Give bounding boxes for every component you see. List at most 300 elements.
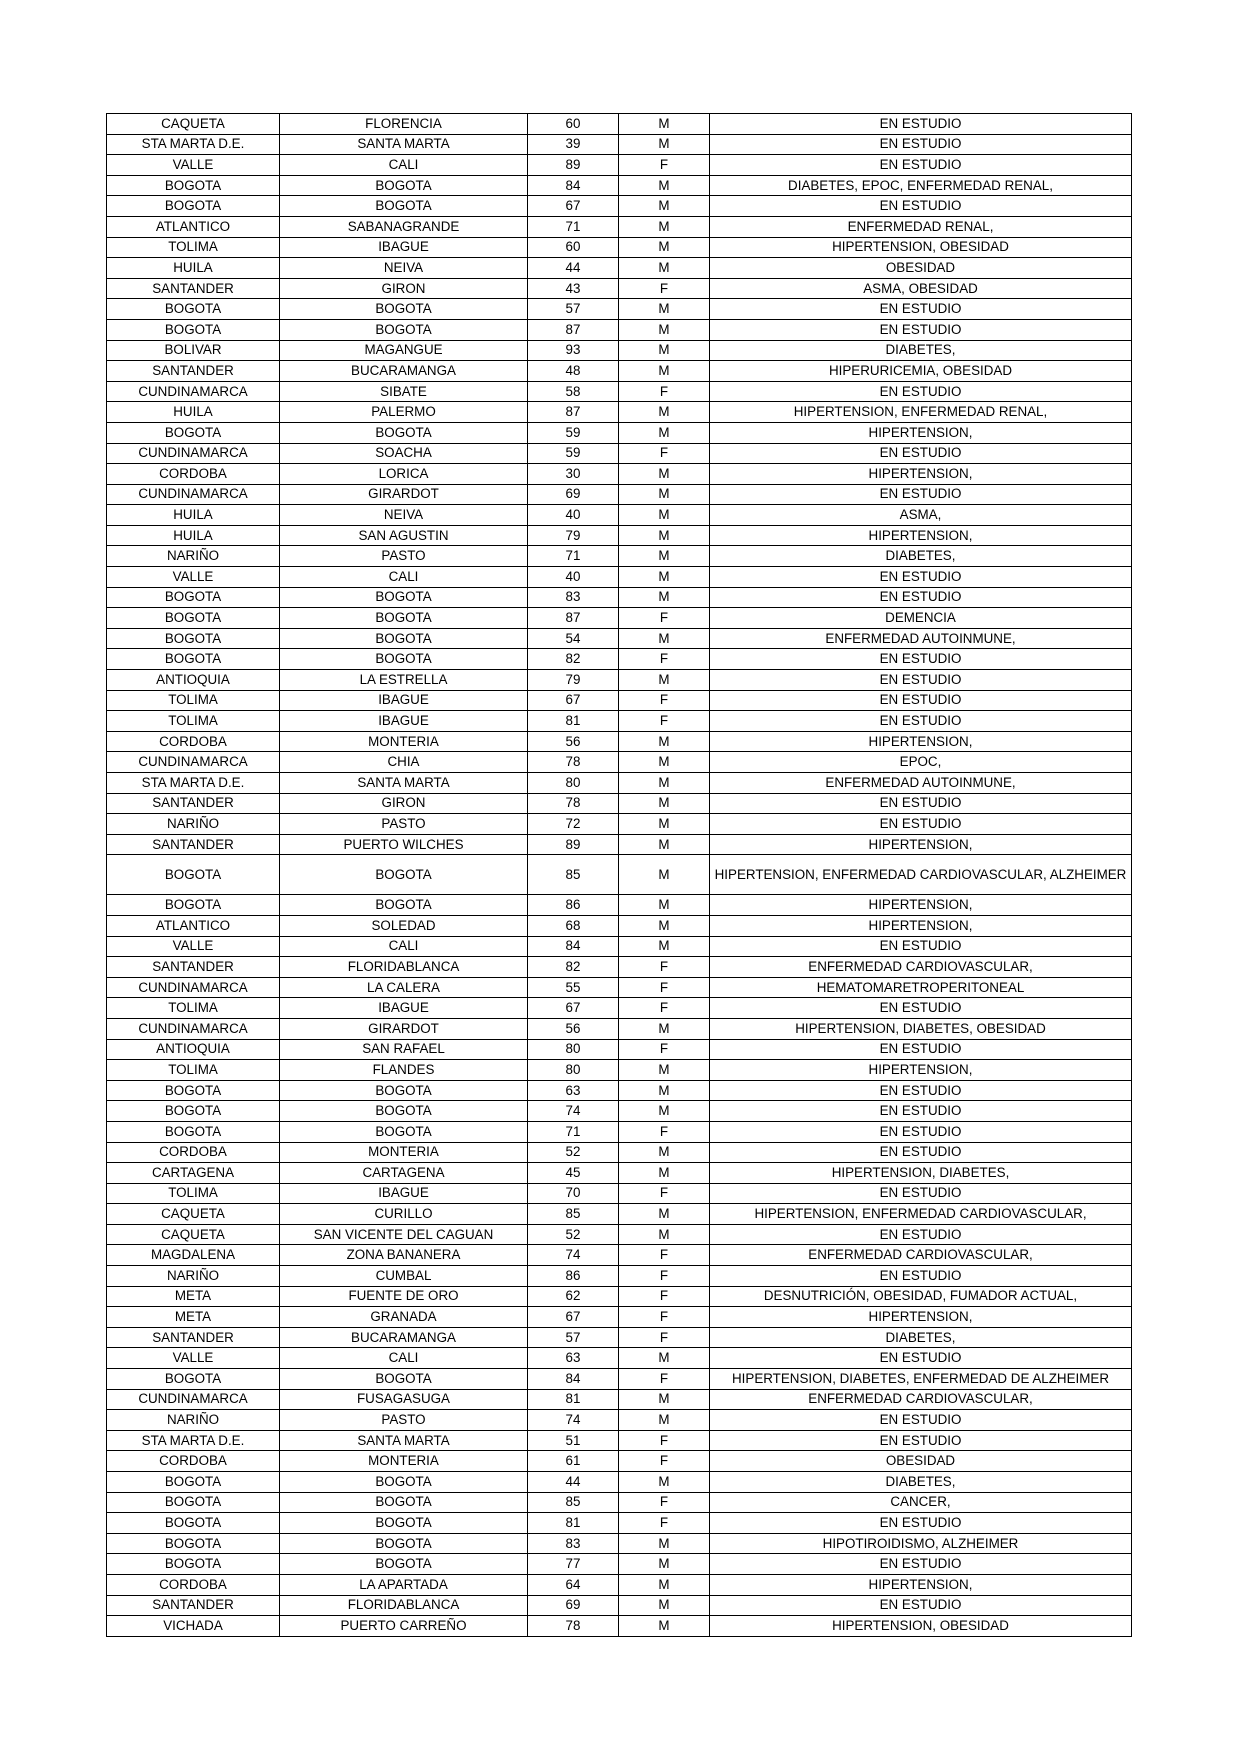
department-cell: CUNDINAMARCA bbox=[107, 1389, 280, 1410]
department-cell: CORDOBA bbox=[107, 731, 280, 752]
municipality-cell: IBAGUE bbox=[280, 998, 528, 1019]
sex-cell: F bbox=[619, 711, 710, 732]
sex-cell: M bbox=[619, 114, 710, 135]
table-row bbox=[107, 834, 1132, 855]
department-cell: MAGDALENA bbox=[107, 1245, 280, 1266]
department-cell: CUNDINAMARCA bbox=[107, 1018, 280, 1039]
age-cell: 48 bbox=[528, 361, 619, 382]
department-cell: CORDOBA bbox=[107, 1142, 280, 1163]
department-cell: CORDOBA bbox=[107, 1574, 280, 1595]
sex-cell: F bbox=[619, 1039, 710, 1060]
sex-cell: M bbox=[619, 895, 710, 916]
table-row bbox=[107, 1554, 1132, 1575]
sex-cell: M bbox=[619, 134, 710, 155]
municipality-cell: SOLEDAD bbox=[280, 915, 528, 936]
comorbidities-cell: EN ESTUDIO bbox=[710, 649, 1132, 670]
age-cell: 59 bbox=[528, 422, 619, 443]
comorbidities-cell: EN ESTUDIO bbox=[710, 1513, 1132, 1534]
sex-cell: M bbox=[619, 505, 710, 526]
municipality-cell: BOGOTA bbox=[280, 175, 528, 196]
table-row bbox=[107, 711, 1132, 732]
municipality-cell: FUENTE DE ORO bbox=[280, 1286, 528, 1307]
table-row bbox=[107, 1574, 1132, 1595]
table-row bbox=[107, 936, 1132, 957]
comorbidities-cell: EN ESTUDIO bbox=[710, 690, 1132, 711]
department-cell: TOLIMA bbox=[107, 690, 280, 711]
table-row bbox=[107, 1616, 1132, 1637]
department-cell: BOGOTA bbox=[107, 1121, 280, 1142]
age-cell: 80 bbox=[528, 1060, 619, 1081]
department-cell: CORDOBA bbox=[107, 464, 280, 485]
sex-cell: M bbox=[619, 319, 710, 340]
department-cell: BOGOTA bbox=[107, 196, 280, 217]
table-row bbox=[107, 1327, 1132, 1348]
sex-cell: M bbox=[619, 855, 710, 895]
table-row bbox=[107, 1307, 1132, 1328]
age-cell: 74 bbox=[528, 1101, 619, 1122]
municipality-cell: SAN VICENTE DEL CAGUAN bbox=[280, 1224, 528, 1245]
comorbidities-cell: DIABETES, bbox=[710, 546, 1132, 567]
age-cell: 78 bbox=[528, 1616, 619, 1637]
comorbidities-cell: EN ESTUDIO bbox=[710, 1348, 1132, 1369]
sex-cell: F bbox=[619, 155, 710, 176]
table-row bbox=[107, 977, 1132, 998]
age-cell: 70 bbox=[528, 1183, 619, 1204]
table-row bbox=[107, 1389, 1132, 1410]
age-cell: 64 bbox=[528, 1574, 619, 1595]
municipality-cell: BOGOTA bbox=[280, 1121, 528, 1142]
comorbidities-cell: EN ESTUDIO bbox=[710, 998, 1132, 1019]
municipality-cell: GIRON bbox=[280, 278, 528, 299]
comorbidities-cell: DEMENCIA bbox=[710, 608, 1132, 629]
department-cell: BOGOTA bbox=[107, 855, 280, 895]
table-row bbox=[107, 1533, 1132, 1554]
municipality-cell: CALI bbox=[280, 1348, 528, 1369]
municipality-cell: SOACHA bbox=[280, 443, 528, 464]
municipality-cell: BOGOTA bbox=[280, 1492, 528, 1513]
age-cell: 93 bbox=[528, 340, 619, 361]
sex-cell: M bbox=[619, 340, 710, 361]
sex-cell: M bbox=[619, 814, 710, 835]
department-cell: TOLIMA bbox=[107, 711, 280, 732]
sex-cell: M bbox=[619, 1204, 710, 1225]
age-cell: 86 bbox=[528, 895, 619, 916]
table-row bbox=[107, 258, 1132, 279]
sex-cell: M bbox=[619, 1142, 710, 1163]
sex-cell: M bbox=[619, 793, 710, 814]
sex-cell: M bbox=[619, 731, 710, 752]
age-cell: 69 bbox=[528, 1595, 619, 1616]
department-cell: SANTANDER bbox=[107, 361, 280, 382]
municipality-cell: BOGOTA bbox=[280, 1554, 528, 1575]
comorbidities-cell: EN ESTUDIO bbox=[710, 1142, 1132, 1163]
comorbidities-cell: DESNUTRICIÓN, OBESIDAD, FUMADOR ACTUAL, bbox=[710, 1286, 1132, 1307]
comorbidities-cell: DIABETES, EPOC, ENFERMEDAD RENAL, bbox=[710, 175, 1132, 196]
comorbidities-cell: ENFERMEDAD CARDIOVASCULAR, bbox=[710, 957, 1132, 978]
department-cell: CAQUETA bbox=[107, 114, 280, 135]
comorbidities-cell: EN ESTUDIO bbox=[710, 1080, 1132, 1101]
department-cell: BOGOTA bbox=[107, 1513, 280, 1534]
comorbidities-cell: EN ESTUDIO bbox=[710, 1121, 1132, 1142]
municipality-cell: IBAGUE bbox=[280, 237, 528, 258]
age-cell: 67 bbox=[528, 690, 619, 711]
sex-cell: F bbox=[619, 649, 710, 670]
municipality-cell: CARTAGENA bbox=[280, 1163, 528, 1184]
comorbidities-cell: EN ESTUDIO bbox=[710, 1039, 1132, 1060]
department-cell: BOGOTA bbox=[107, 175, 280, 196]
municipality-cell: NEIVA bbox=[280, 258, 528, 279]
table-row bbox=[107, 505, 1132, 526]
sex-cell: M bbox=[619, 1472, 710, 1493]
comorbidities-cell: HIPERTENSION, bbox=[710, 1574, 1132, 1595]
municipality-cell: FUSAGASUGA bbox=[280, 1389, 528, 1410]
comorbidities-cell: ENFERMEDAD AUTOINMUNE, bbox=[710, 628, 1132, 649]
department-cell: BOGOTA bbox=[107, 1492, 280, 1513]
department-cell: BOGOTA bbox=[107, 587, 280, 608]
table-row bbox=[107, 1348, 1132, 1369]
municipality-cell: BOGOTA bbox=[280, 855, 528, 895]
sex-cell: M bbox=[619, 1224, 710, 1245]
table-row bbox=[107, 793, 1132, 814]
comorbidities-cell: EN ESTUDIO bbox=[710, 299, 1132, 320]
age-cell: 79 bbox=[528, 670, 619, 691]
age-cell: 60 bbox=[528, 114, 619, 135]
comorbidities-cell: ENFERMEDAD CARDIOVASCULAR, bbox=[710, 1245, 1132, 1266]
municipality-cell: BOGOTA bbox=[280, 299, 528, 320]
comorbidities-cell: EN ESTUDIO bbox=[710, 711, 1132, 732]
department-cell: NARIÑO bbox=[107, 814, 280, 835]
municipality-cell: PASTO bbox=[280, 1410, 528, 1431]
municipality-cell: LA APARTADA bbox=[280, 1574, 528, 1595]
sex-cell: M bbox=[619, 1101, 710, 1122]
table-row bbox=[107, 608, 1132, 629]
sex-cell: M bbox=[619, 567, 710, 588]
table-row bbox=[107, 1204, 1132, 1225]
municipality-cell: MONTERIA bbox=[280, 1451, 528, 1472]
table-row bbox=[107, 1369, 1132, 1390]
table-row bbox=[107, 237, 1132, 258]
sex-cell: M bbox=[619, 670, 710, 691]
age-cell: 30 bbox=[528, 464, 619, 485]
municipality-cell: PASTO bbox=[280, 546, 528, 567]
municipality-cell: GIRARDOT bbox=[280, 484, 528, 505]
department-cell: BOGOTA bbox=[107, 299, 280, 320]
age-cell: 69 bbox=[528, 484, 619, 505]
municipality-cell: GIRON bbox=[280, 793, 528, 814]
table-row bbox=[107, 175, 1132, 196]
age-cell: 59 bbox=[528, 443, 619, 464]
table-row bbox=[107, 1492, 1132, 1513]
age-cell: 78 bbox=[528, 793, 619, 814]
sex-cell: M bbox=[619, 1018, 710, 1039]
municipality-cell: MAGANGUE bbox=[280, 340, 528, 361]
age-cell: 63 bbox=[528, 1080, 619, 1101]
age-cell: 71 bbox=[528, 546, 619, 567]
municipality-cell: FLORIDABLANCA bbox=[280, 1595, 528, 1616]
municipality-cell: CALI bbox=[280, 155, 528, 176]
comorbidities-cell: EN ESTUDIO bbox=[710, 196, 1132, 217]
municipality-cell: LORICA bbox=[280, 464, 528, 485]
age-cell: 67 bbox=[528, 998, 619, 1019]
table-row bbox=[107, 422, 1132, 443]
comorbidities-cell: EN ESTUDIO bbox=[710, 1101, 1132, 1122]
municipality-cell: BOGOTA bbox=[280, 1472, 528, 1493]
municipality-cell: SAN RAFAEL bbox=[280, 1039, 528, 1060]
municipality-cell: BOGOTA bbox=[280, 422, 528, 443]
sex-cell: F bbox=[619, 1286, 710, 1307]
sex-cell: F bbox=[619, 1121, 710, 1142]
comorbidities-cell: HIPERTENSION, bbox=[710, 834, 1132, 855]
sex-cell: M bbox=[619, 1574, 710, 1595]
sex-cell: M bbox=[619, 1348, 710, 1369]
age-cell: 61 bbox=[528, 1451, 619, 1472]
comorbidities-cell: HIPERTENSION, DIABETES, bbox=[710, 1163, 1132, 1184]
table-row bbox=[107, 196, 1132, 217]
table-row bbox=[107, 361, 1132, 382]
age-cell: 57 bbox=[528, 299, 619, 320]
table-row bbox=[107, 546, 1132, 567]
comorbidities-cell: HIPERTENSION, ENFERMEDAD CARDIOVASCULAR, bbox=[710, 1204, 1132, 1225]
municipality-cell: FLORIDABLANCA bbox=[280, 957, 528, 978]
comorbidities-cell: EN ESTUDIO bbox=[710, 936, 1132, 957]
table-row bbox=[107, 998, 1132, 1019]
department-cell: META bbox=[107, 1307, 280, 1328]
comorbidities-cell: OBESIDAD bbox=[710, 258, 1132, 279]
municipality-cell: BOGOTA bbox=[280, 196, 528, 217]
department-cell: BOLIVAR bbox=[107, 340, 280, 361]
age-cell: 81 bbox=[528, 1513, 619, 1534]
table-row bbox=[107, 587, 1132, 608]
municipality-cell: MONTERIA bbox=[280, 1142, 528, 1163]
municipality-cell: CURILLO bbox=[280, 1204, 528, 1225]
sex-cell: M bbox=[619, 752, 710, 773]
table-row bbox=[107, 1163, 1132, 1184]
municipality-cell: BOGOTA bbox=[280, 628, 528, 649]
table-row bbox=[107, 814, 1132, 835]
department-cell: BOGOTA bbox=[107, 895, 280, 916]
age-cell: 81 bbox=[528, 1389, 619, 1410]
department-cell: VICHADA bbox=[107, 1616, 280, 1637]
sex-cell: M bbox=[619, 196, 710, 217]
municipality-cell: IBAGUE bbox=[280, 711, 528, 732]
cases-table bbox=[106, 113, 1132, 1637]
age-cell: 78 bbox=[528, 752, 619, 773]
comorbidities-cell: DIABETES, bbox=[710, 1472, 1132, 1493]
age-cell: 89 bbox=[528, 834, 619, 855]
age-cell: 40 bbox=[528, 505, 619, 526]
comorbidities-cell: EN ESTUDIO bbox=[710, 1595, 1132, 1616]
department-cell: CUNDINAMARCA bbox=[107, 977, 280, 998]
comorbidities-cell: EN ESTUDIO bbox=[710, 319, 1132, 340]
municipality-cell: GIRARDOT bbox=[280, 1018, 528, 1039]
municipality-cell: IBAGUE bbox=[280, 690, 528, 711]
municipality-cell: SANTA MARTA bbox=[280, 134, 528, 155]
sex-cell: M bbox=[619, 1410, 710, 1431]
age-cell: 80 bbox=[528, 1039, 619, 1060]
age-cell: 85 bbox=[528, 1204, 619, 1225]
comorbidities-cell: EN ESTUDIO bbox=[710, 567, 1132, 588]
sex-cell: F bbox=[619, 1183, 710, 1204]
municipality-cell: NEIVA bbox=[280, 505, 528, 526]
comorbidities-cell: EN ESTUDIO bbox=[710, 1430, 1132, 1451]
comorbidities-cell: EN ESTUDIO bbox=[710, 114, 1132, 135]
age-cell: 82 bbox=[528, 649, 619, 670]
sex-cell: M bbox=[619, 1554, 710, 1575]
sex-cell: F bbox=[619, 381, 710, 402]
sex-cell: F bbox=[619, 443, 710, 464]
comorbidities-cell: HIPERTENSION, bbox=[710, 731, 1132, 752]
department-cell: CUNDINAMARCA bbox=[107, 484, 280, 505]
sex-cell: M bbox=[619, 773, 710, 794]
sex-cell: M bbox=[619, 361, 710, 382]
sex-cell: M bbox=[619, 464, 710, 485]
department-cell: HUILA bbox=[107, 258, 280, 279]
age-cell: 84 bbox=[528, 936, 619, 957]
municipality-cell: BOGOTA bbox=[280, 1101, 528, 1122]
table-row bbox=[107, 649, 1132, 670]
municipality-cell: CALI bbox=[280, 936, 528, 957]
department-cell: SANTANDER bbox=[107, 957, 280, 978]
sex-cell: M bbox=[619, 258, 710, 279]
sex-cell: M bbox=[619, 1080, 710, 1101]
sex-cell: M bbox=[619, 525, 710, 546]
age-cell: 52 bbox=[528, 1224, 619, 1245]
department-cell: CUNDINAMARCA bbox=[107, 443, 280, 464]
municipality-cell: PUERTO CARREÑO bbox=[280, 1616, 528, 1637]
department-cell: VALLE bbox=[107, 567, 280, 588]
comorbidities-cell: ASMA, bbox=[710, 505, 1132, 526]
table-row bbox=[107, 484, 1132, 505]
age-cell: 83 bbox=[528, 1533, 619, 1554]
comorbidities-cell: HIPERTENSION, bbox=[710, 464, 1132, 485]
sex-cell: M bbox=[619, 1616, 710, 1637]
comorbidities-cell: EN ESTUDIO bbox=[710, 484, 1132, 505]
age-cell: 67 bbox=[528, 196, 619, 217]
age-cell: 86 bbox=[528, 1266, 619, 1287]
sex-cell: F bbox=[619, 1327, 710, 1348]
sex-cell: M bbox=[619, 1533, 710, 1554]
age-cell: 87 bbox=[528, 319, 619, 340]
comorbidities-cell: EN ESTUDIO bbox=[710, 814, 1132, 835]
age-cell: 39 bbox=[528, 134, 619, 155]
municipality-cell: BOGOTA bbox=[280, 1513, 528, 1534]
table-row bbox=[107, 1224, 1132, 1245]
sex-cell: F bbox=[619, 278, 710, 299]
table-row bbox=[107, 319, 1132, 340]
sex-cell: M bbox=[619, 484, 710, 505]
age-cell: 77 bbox=[528, 1554, 619, 1575]
comorbidities-cell: OBESIDAD bbox=[710, 1451, 1132, 1472]
age-cell: 52 bbox=[528, 1142, 619, 1163]
age-cell: 45 bbox=[528, 1163, 619, 1184]
department-cell: STA MARTA D.E. bbox=[107, 1430, 280, 1451]
department-cell: TOLIMA bbox=[107, 998, 280, 1019]
sex-cell: F bbox=[619, 690, 710, 711]
sex-cell: F bbox=[619, 1430, 710, 1451]
municipality-cell: FLORENCIA bbox=[280, 114, 528, 135]
comorbidities-cell: HIPERTENSION, DIABETES, ENFERMEDAD DE ALZHEIMER bbox=[710, 1369, 1132, 1390]
table-row bbox=[107, 443, 1132, 464]
municipality-cell: FLANDES bbox=[280, 1060, 528, 1081]
age-cell: 57 bbox=[528, 1327, 619, 1348]
table-row bbox=[107, 855, 1132, 895]
table-row bbox=[107, 773, 1132, 794]
table-row bbox=[107, 155, 1132, 176]
age-cell: 82 bbox=[528, 957, 619, 978]
comorbidities-cell: EN ESTUDIO bbox=[710, 587, 1132, 608]
comorbidities-cell: ENFERMEDAD CARDIOVASCULAR, bbox=[710, 1389, 1132, 1410]
comorbidities-cell: EN ESTUDIO bbox=[710, 381, 1132, 402]
comorbidities-cell: EN ESTUDIO bbox=[710, 443, 1132, 464]
table-row bbox=[107, 670, 1132, 691]
comorbidities-cell: EN ESTUDIO bbox=[710, 1183, 1132, 1204]
table-row bbox=[107, 1080, 1132, 1101]
department-cell: CARTAGENA bbox=[107, 1163, 280, 1184]
municipality-cell: SANTA MARTA bbox=[280, 773, 528, 794]
table-row bbox=[107, 1121, 1132, 1142]
comorbidities-cell: HIPERTENSION, OBESIDAD bbox=[710, 237, 1132, 258]
municipality-cell: BOGOTA bbox=[280, 1533, 528, 1554]
table-row bbox=[107, 1018, 1132, 1039]
department-cell: ANTIOQUIA bbox=[107, 670, 280, 691]
age-cell: 60 bbox=[528, 237, 619, 258]
municipality-cell: BUCARAMANGA bbox=[280, 361, 528, 382]
age-cell: 62 bbox=[528, 1286, 619, 1307]
comorbidities-cell: EN ESTUDIO bbox=[710, 793, 1132, 814]
table-row bbox=[107, 1430, 1132, 1451]
municipality-cell: CALI bbox=[280, 567, 528, 588]
table-row bbox=[107, 1060, 1132, 1081]
table-row bbox=[107, 628, 1132, 649]
table-row bbox=[107, 1039, 1132, 1060]
comorbidities-cell: HIPERTENSION, ENFERMEDAD CARDIOVASCULAR, ALZHEIMER bbox=[710, 855, 1132, 895]
department-cell: BOGOTA bbox=[107, 1369, 280, 1390]
sex-cell: F bbox=[619, 608, 710, 629]
table-row bbox=[107, 402, 1132, 423]
cases-table-body bbox=[107, 114, 1132, 1637]
age-cell: 44 bbox=[528, 1472, 619, 1493]
age-cell: 87 bbox=[528, 608, 619, 629]
department-cell: NARIÑO bbox=[107, 1266, 280, 1287]
sex-cell: F bbox=[619, 1451, 710, 1472]
municipality-cell: BOGOTA bbox=[280, 649, 528, 670]
table-row bbox=[107, 381, 1132, 402]
sex-cell: M bbox=[619, 546, 710, 567]
comorbidities-cell: HIPERTENSION, OBESIDAD bbox=[710, 1616, 1132, 1637]
age-cell: 71 bbox=[528, 1121, 619, 1142]
department-cell: BOGOTA bbox=[107, 1533, 280, 1554]
municipality-cell: PALERMO bbox=[280, 402, 528, 423]
comorbidities-cell: HIPERTENSION, bbox=[710, 422, 1132, 443]
department-cell: ATLANTICO bbox=[107, 915, 280, 936]
table-row bbox=[107, 690, 1132, 711]
age-cell: 56 bbox=[528, 731, 619, 752]
department-cell: SANTANDER bbox=[107, 793, 280, 814]
comorbidities-cell: HIPERTENSION, bbox=[710, 1060, 1132, 1081]
table-row bbox=[107, 1513, 1132, 1534]
department-cell: NARIÑO bbox=[107, 1410, 280, 1431]
table-row bbox=[107, 299, 1132, 320]
department-cell: CUNDINAMARCA bbox=[107, 752, 280, 773]
department-cell: SANTANDER bbox=[107, 1595, 280, 1616]
comorbidities-cell: EN ESTUDIO bbox=[710, 1410, 1132, 1431]
municipality-cell: CUMBAL bbox=[280, 1266, 528, 1287]
comorbidities-cell: EPOC, bbox=[710, 752, 1132, 773]
comorbidities-cell: HIPERTENSION, ENFERMEDAD RENAL, bbox=[710, 402, 1132, 423]
comorbidities-cell: EN ESTUDIO bbox=[710, 134, 1132, 155]
table-row bbox=[107, 567, 1132, 588]
sex-cell: M bbox=[619, 1060, 710, 1081]
